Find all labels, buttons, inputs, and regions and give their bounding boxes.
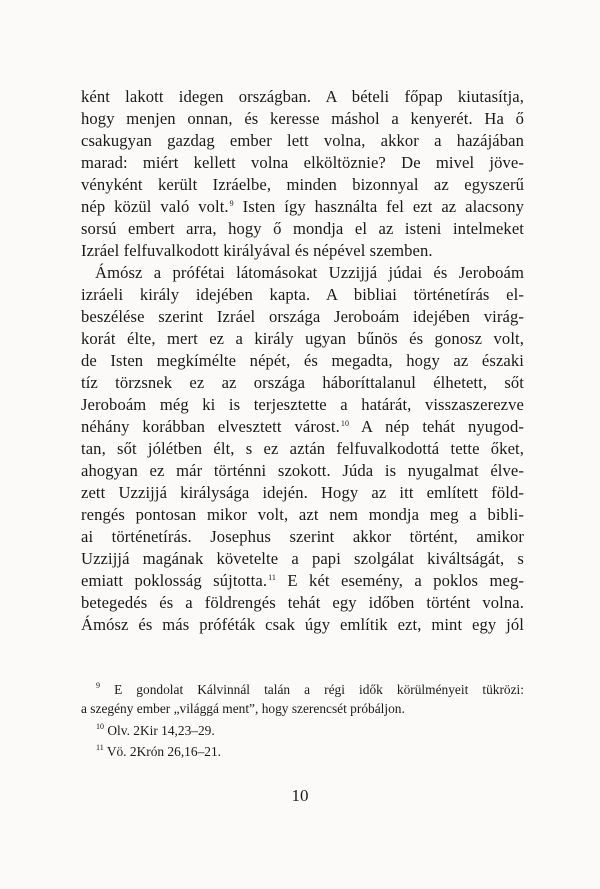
- text-line: tan, sőt jólétben élt, s ez aztán felfuvalkodottá tette őket,: [81, 439, 524, 458]
- page-number: 10: [291, 786, 309, 805]
- text-line: beszélése szerint Izráel országa Jeroboám idejében virág-: [81, 307, 524, 326]
- footnote-line: [95, 722, 524, 742]
- text-line: sorsú embert arra, hogy ő mondja el az isteni intelmeket: [81, 219, 524, 238]
- text-line: zett Uzzijjá királysága idején. Hogy az itt említett föld-: [81, 483, 524, 502]
- footnote-text: E gondolat Kálvinnál talán a régi idők körülményeit tükrözi:: [114, 682, 524, 697]
- footnote-ref: 10: [340, 419, 350, 428]
- text-line: ahogyan ez már történni szokott. Júda is nyugalmat élve-: [81, 461, 524, 480]
- text-segment: Isten így használta fel ezt az alacsony: [233, 197, 524, 216]
- text-segment: emiatt poklosság sújtotta.: [81, 571, 268, 590]
- footnote-ref: 9: [229, 199, 234, 208]
- text-line: rengés pontosan mikor volt, azt nem mondja meg a bibli-: [81, 505, 524, 524]
- text-line: ai történetírás. Josephus szerint akkor történt, amikor: [81, 527, 524, 546]
- text-line: izráeli király idejében kapta. A bibliai történetírás el-: [81, 285, 524, 304]
- text-line: de Isten megkímélte népét, és megadta, hogy az északi: [81, 351, 524, 370]
- text-segment: E két esemény, a poklos meg-: [275, 571, 524, 590]
- text-line: Uzzijjá magának követelte a papi szolgálat kiváltságát, s: [81, 549, 524, 568]
- text-line: Ámósz és más próféták csak úgy említik ezt, mint egy jól: [81, 615, 524, 634]
- text-line: betegedés és a földrengés tehát egy időben történt volna.: [81, 593, 524, 612]
- text-line: Ámósz a prófétai látomásokat Uzzijjá júdai és Jeroboám: [95, 263, 524, 282]
- footnote-line: [95, 681, 524, 701]
- text-line: Jeroboám még ki is terjesztette a határát, visszaszerezve: [81, 395, 524, 414]
- text-line: ként lakott idegen országban. A bételi főpap kiutasítja,: [81, 87, 524, 106]
- text-line: korát élte, mert ez a király ugyan bűnös és gonosz volt,: [81, 329, 524, 348]
- footnote-marker: 11: [96, 743, 104, 752]
- text-segment: néhány korábban elvesztett várost.: [81, 417, 340, 436]
- footnote-marker: 9: [96, 681, 100, 690]
- text-line: Izráel felfuvalkodott királyával és népével szemben.: [81, 241, 433, 260]
- footnote-text: Olv. 2Kir 14,23–29.: [107, 723, 215, 738]
- footnote-line: a szegény ember „világgá ment”, hogy szerencsét próbáljon.: [81, 701, 405, 716]
- footnote-ref: 11: [268, 573, 276, 582]
- text-line: hogy menjen onnan, és keresse máshol a kenyerét. Ha ő: [81, 109, 524, 128]
- text-line: tíz törzsnek ez az országa háboríttalanul élhetett, sőt: [81, 373, 524, 392]
- text-segment: nép közül való volt.: [81, 197, 229, 216]
- text-segment: A nép tehát nyugod-: [349, 417, 524, 436]
- text-line: marad: miért kellett volna elköltöznie? De mivel jöve-: [81, 153, 524, 172]
- footnote-text: Vö. 2Krón 26,16–21.: [106, 744, 221, 759]
- text-line: vényként került Izráelbe, minden bizonnyal az egyszerű: [81, 175, 524, 194]
- footnote-marker: 10: [96, 722, 104, 731]
- footnote-line: [95, 743, 524, 763]
- text-line: csakugyan gazdag ember lett volna, akkor a hazájában: [81, 131, 524, 150]
